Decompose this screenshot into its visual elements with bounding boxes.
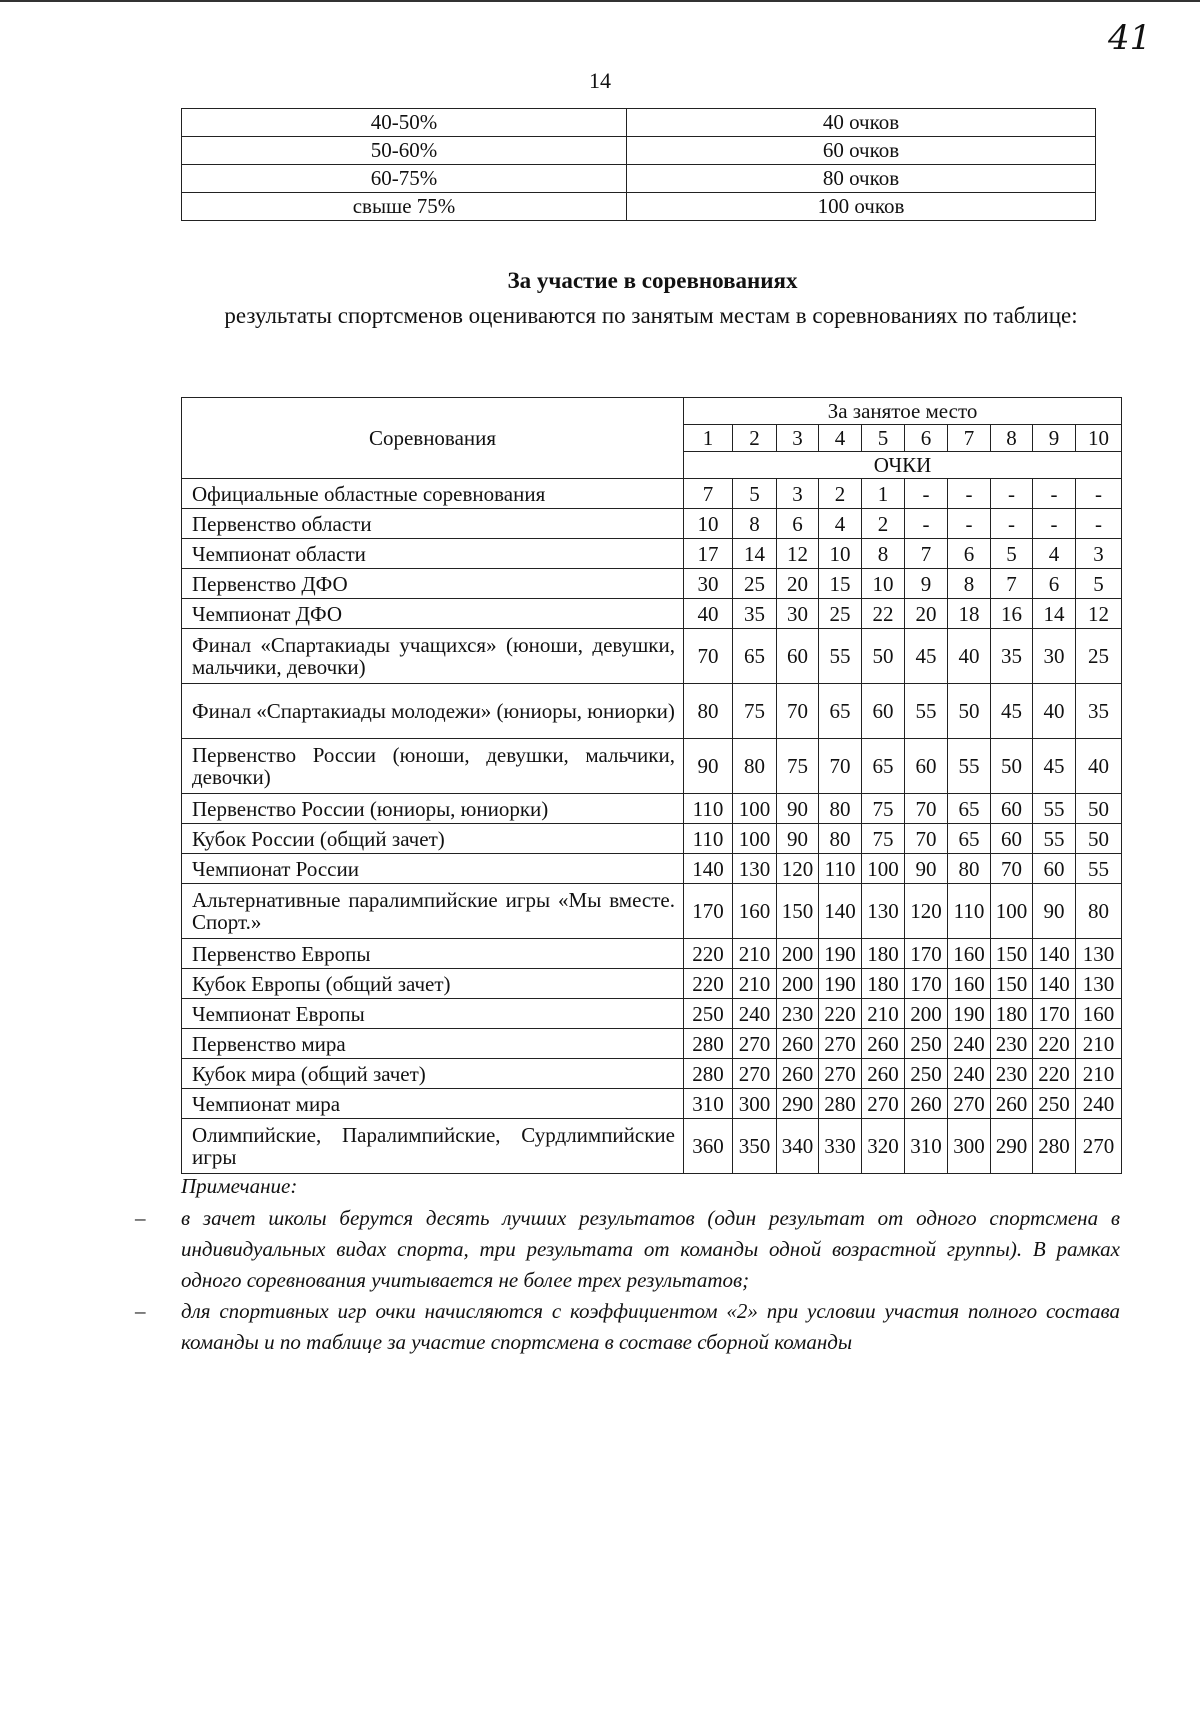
points-cell: 55 [819, 629, 862, 684]
table-row [182, 999, 1122, 1029]
points-cell: 230 [991, 1029, 1033, 1059]
points-cell: 35 [1076, 684, 1122, 739]
points-cell: 170 [684, 884, 733, 939]
points-cell: 80 [819, 824, 862, 854]
points-cell: 2 [819, 479, 862, 509]
points-cell: 40 [684, 599, 733, 629]
points-cell: 320 [862, 1119, 905, 1174]
points-cell: 90 [777, 794, 819, 824]
competition-name: Чемпионат мира [182, 1089, 684, 1119]
competition-name: Первенство России (юноши, девушки, мальчики, девочки) [182, 739, 684, 794]
points-cell: 70 [905, 794, 948, 824]
table-row [182, 1059, 1122, 1089]
table-row [182, 109, 1096, 137]
points-cell: 16 [991, 599, 1033, 629]
points-cell: - [948, 509, 991, 539]
points-cell: 14 [733, 539, 777, 569]
note-text: для спортивных игр очки начисляются с коэффициентом «2» при условии участия полного состава команды и по таблице за участие спортсмена в составе сборной команды [181, 1299, 1120, 1354]
place-number: 4 [819, 425, 862, 452]
points-value: 60 очков [627, 137, 1096, 165]
points-cell: 10 [862, 569, 905, 599]
table-row [182, 1089, 1122, 1119]
points-cell: 360 [684, 1119, 733, 1174]
points-cell: 180 [991, 999, 1033, 1029]
points-cell: 100 [862, 854, 905, 884]
points-cell: 140 [819, 884, 862, 939]
points-cell: - [1033, 509, 1076, 539]
points-cell: 12 [777, 539, 819, 569]
points-cell: 80 [948, 854, 991, 884]
points-cell: 40 [948, 629, 991, 684]
points-cell: 210 [733, 969, 777, 999]
points-cell: 80 [819, 794, 862, 824]
points-cell: 75 [862, 824, 905, 854]
points-cell: 6 [1033, 569, 1076, 599]
points-cell: 240 [948, 1059, 991, 1089]
table-header-row [182, 398, 1122, 425]
points-cell: 40 [1076, 739, 1122, 794]
points-cell: 80 [684, 684, 733, 739]
place-number: 1 [684, 425, 733, 452]
points-cell: 55 [948, 739, 991, 794]
table-row [182, 1119, 1122, 1174]
points-cell: 8 [862, 539, 905, 569]
section-intro: результаты спортсменов оцениваются по занятым местам в соревнованиях по таблице: [224, 303, 1078, 328]
table-row [182, 969, 1122, 999]
table-row [182, 165, 1096, 193]
table-row [182, 794, 1122, 824]
table-row [182, 569, 1122, 599]
points-cell: 260 [991, 1089, 1033, 1119]
points-cell: 50 [862, 629, 905, 684]
points-cell: 55 [1076, 854, 1122, 884]
points-cell: 250 [1033, 1089, 1076, 1119]
points-cell: 350 [733, 1119, 777, 1174]
competition-name: Олимпийские, Паралимпийские, Сурдлимпийские игры [182, 1119, 684, 1174]
competition-name: Первенство Европы [182, 939, 684, 969]
points-cell: 220 [1033, 1029, 1076, 1059]
points-cell: 130 [862, 884, 905, 939]
competition-name: Финал «Спартакиады учащихся» (юноши, девушки, мальчики, девочки) [182, 629, 684, 684]
points-cell: 45 [905, 629, 948, 684]
points-cell: 140 [1033, 939, 1076, 969]
page-number: 14 [589, 68, 611, 93]
points-cell: 10 [684, 509, 733, 539]
note-label: Примечание: [181, 1174, 298, 1198]
points-cell: 17 [684, 539, 733, 569]
note-text: в зачет школы берутся десять лучших результатов (один результат от одного спортсмена в индивидуальных видах спорта, три результата от команды одной возрастной группы). В рамках одного соревнования учитывается не более трех результатов; [181, 1206, 1120, 1292]
place-number: 8 [991, 425, 1033, 452]
points-cell: 180 [862, 969, 905, 999]
points-cell: - [1076, 509, 1122, 539]
points-cell: 110 [948, 884, 991, 939]
points-cell: 6 [777, 509, 819, 539]
points-cell: 240 [1076, 1089, 1122, 1119]
points-cell: 280 [684, 1029, 733, 1059]
dash-bullet: – [135, 1206, 146, 1230]
points-cell: 340 [777, 1119, 819, 1174]
points-cell: 70 [684, 629, 733, 684]
points-cell: 20 [905, 599, 948, 629]
points-cell: 200 [905, 999, 948, 1029]
points-cell: 55 [1033, 794, 1076, 824]
points-cell: 270 [1076, 1119, 1122, 1174]
points-cell: 280 [684, 1059, 733, 1089]
points-cell: 130 [1076, 969, 1122, 999]
points-cell: 65 [948, 794, 991, 824]
points-cell: 75 [862, 794, 905, 824]
points-cell: 160 [733, 884, 777, 939]
points-cell: 150 [991, 969, 1033, 999]
points-cell: 160 [948, 939, 991, 969]
table-row [182, 1029, 1122, 1059]
section-title: За участие в соревнованиях [507, 268, 798, 293]
points-cell: 140 [684, 854, 733, 884]
points-cell: 210 [862, 999, 905, 1029]
points-cell: 270 [862, 1089, 905, 1119]
points-cell: 3 [777, 479, 819, 509]
table-row [182, 539, 1122, 569]
points-cell: 210 [1076, 1059, 1122, 1089]
points-cell: 30 [684, 569, 733, 599]
place-number: 10 [1076, 425, 1122, 452]
points-cell: 22 [862, 599, 905, 629]
points-cell: 50 [991, 739, 1033, 794]
points-cell: 50 [1076, 794, 1122, 824]
points-cell: 80 [733, 739, 777, 794]
points-cell: 310 [684, 1089, 733, 1119]
handwritten-page-mark: 41 [1108, 18, 1152, 58]
points-cell: 7 [905, 539, 948, 569]
points-cell: 130 [1076, 939, 1122, 969]
points-cell: 110 [819, 854, 862, 884]
percentage-score-table [181, 108, 1096, 221]
competition-name: Чемпионат ДФО [182, 599, 684, 629]
points-cell: 10 [819, 539, 862, 569]
points-cell: 65 [948, 824, 991, 854]
points-cell: 50 [1076, 824, 1122, 854]
points-cell: 100 [733, 794, 777, 824]
points-cell: - [1033, 479, 1076, 509]
percentage-range: 50-60% [182, 137, 627, 165]
points-cell: 110 [684, 794, 733, 824]
points-cell: 75 [777, 739, 819, 794]
points-cell: 7 [684, 479, 733, 509]
points-cell: 330 [819, 1119, 862, 1174]
points-cell: 280 [819, 1089, 862, 1119]
points-cell: 180 [862, 939, 905, 969]
points-cell: 270 [733, 1029, 777, 1059]
points-cell: 170 [905, 969, 948, 999]
table-row [182, 509, 1122, 539]
points-cell: - [905, 509, 948, 539]
points-cell: 12 [1076, 599, 1122, 629]
points-cell: 220 [819, 999, 862, 1029]
competition-name: Чемпионат России [182, 854, 684, 884]
note-item [125, 1203, 1120, 1296]
points-cell: 5 [1076, 569, 1122, 599]
points-cell: 210 [733, 939, 777, 969]
points-cell: 40 [1033, 684, 1076, 739]
points-cell: 160 [1076, 999, 1122, 1029]
points-cell: 150 [777, 884, 819, 939]
points-cell: 15 [819, 569, 862, 599]
points-cell: 60 [862, 684, 905, 739]
competition-name: Финал «Спартакиады молодежи» (юниоры, юниорки) [182, 684, 684, 739]
points-cell: 4 [819, 509, 862, 539]
table-row [182, 884, 1122, 939]
table-row [182, 684, 1122, 739]
table-row [182, 854, 1122, 884]
points-value: 40 очков [627, 109, 1096, 137]
points-cell: 1 [862, 479, 905, 509]
points-cell: 190 [948, 999, 991, 1029]
points-cell: 300 [948, 1119, 991, 1174]
points-cell: 65 [862, 739, 905, 794]
points-cell: 280 [1033, 1119, 1076, 1174]
competition-name: Первенство области [182, 509, 684, 539]
competition-name: Первенство России (юниоры, юниорки) [182, 794, 684, 824]
points-cell: 70 [991, 854, 1033, 884]
points-cell: 90 [905, 854, 948, 884]
points-cell: 35 [991, 629, 1033, 684]
table-row [182, 599, 1122, 629]
points-cell: 90 [684, 739, 733, 794]
points-cell: 270 [819, 1029, 862, 1059]
points-cell: 75 [733, 684, 777, 739]
points-cell: 240 [948, 1029, 991, 1059]
place-number: 7 [948, 425, 991, 452]
points-cell: 170 [905, 939, 948, 969]
points-cell: 150 [991, 939, 1033, 969]
points-cell: 240 [733, 999, 777, 1029]
points-cell: 290 [991, 1119, 1033, 1174]
points-cell: 30 [777, 599, 819, 629]
points-cell: 55 [905, 684, 948, 739]
points-cell: 270 [948, 1089, 991, 1119]
points-cell: 260 [862, 1059, 905, 1089]
points-cell: 90 [777, 824, 819, 854]
points-cell: 18 [948, 599, 991, 629]
competition-name: Первенство ДФО [182, 569, 684, 599]
place-number: 3 [777, 425, 819, 452]
points-value: 100 очков [627, 193, 1096, 221]
points-cell: 220 [684, 969, 733, 999]
points-cell: - [948, 479, 991, 509]
points-cell: 4 [1033, 539, 1076, 569]
note-item [125, 1296, 1120, 1358]
points-cell: 270 [733, 1059, 777, 1089]
points-cell: 25 [819, 599, 862, 629]
points-cell: 100 [733, 824, 777, 854]
percentage-range: 40-50% [182, 109, 627, 137]
points-cell: 9 [905, 569, 948, 599]
points-cell: 310 [905, 1119, 948, 1174]
points-cell: 8 [733, 509, 777, 539]
points-cell: 250 [684, 999, 733, 1029]
competition-name: Кубок Европы (общий зачет) [182, 969, 684, 999]
points-cell: 90 [1033, 884, 1076, 939]
points-cell: 130 [733, 854, 777, 884]
points-cell: 55 [1033, 824, 1076, 854]
percentage-range: 60-75% [182, 165, 627, 193]
competition-name: Чемпионат Европы [182, 999, 684, 1029]
points-cell: 60 [991, 794, 1033, 824]
points-cell: 3 [1076, 539, 1122, 569]
table-row [182, 479, 1122, 509]
points-cell: 5 [733, 479, 777, 509]
points-cell: 290 [777, 1089, 819, 1119]
competition-name: Кубок России (общий зачет) [182, 824, 684, 854]
points-cell: 70 [905, 824, 948, 854]
points-cell: 5 [991, 539, 1033, 569]
points-cell: 270 [819, 1059, 862, 1089]
points-cell: 200 [777, 969, 819, 999]
points-cell: 80 [1076, 884, 1122, 939]
points-cell: 260 [777, 1059, 819, 1089]
points-cell: 200 [777, 939, 819, 969]
points-cell: 110 [684, 824, 733, 854]
points-cell: 260 [777, 1029, 819, 1059]
points-cell: 260 [862, 1029, 905, 1059]
points-cell: 250 [905, 1059, 948, 1089]
header-place: За занятое место [684, 398, 1122, 425]
table-row [182, 739, 1122, 794]
place-number: 9 [1033, 425, 1076, 452]
table-row [182, 137, 1096, 165]
dash-bullet: – [135, 1299, 146, 1323]
points-cell: 45 [1033, 739, 1076, 794]
points-cell: 20 [777, 569, 819, 599]
points-cell: 160 [948, 969, 991, 999]
points-cell: 190 [819, 939, 862, 969]
points-cell: 45 [991, 684, 1033, 739]
points-cell: 220 [684, 939, 733, 969]
competition-points-table [181, 397, 1122, 1174]
competition-name: Альтернативные паралимпийские игры «Мы вместе. Спорт.» [182, 884, 684, 939]
competition-name: Кубок мира (общий зачет) [182, 1059, 684, 1089]
points-cell: 8 [948, 569, 991, 599]
place-number: 5 [862, 425, 905, 452]
points-cell: 170 [1033, 999, 1076, 1029]
points-cell: 220 [1033, 1059, 1076, 1089]
points-cell: - [991, 479, 1033, 509]
points-cell: 65 [819, 684, 862, 739]
points-cell: 100 [991, 884, 1033, 939]
points-cell: - [991, 509, 1033, 539]
competition-name: Официальные областные соревнования [182, 479, 684, 509]
points-cell: 60 [1033, 854, 1076, 884]
points-cell: 35 [733, 599, 777, 629]
header-competitions: Соревнования [182, 398, 684, 479]
notes-list [125, 1203, 1120, 1358]
table-row [182, 629, 1122, 684]
place-number: 2 [733, 425, 777, 452]
points-cell: 70 [819, 739, 862, 794]
points-cell: 30 [1033, 629, 1076, 684]
competition-name: Чемпионат области [182, 539, 684, 569]
points-cell: 60 [777, 629, 819, 684]
points-cell: 25 [1076, 629, 1122, 684]
points-cell: 14 [1033, 599, 1076, 629]
points-cell: 190 [819, 969, 862, 999]
table-row [182, 193, 1096, 221]
percentage-range: свыше 75% [182, 193, 627, 221]
points-cell: 7 [991, 569, 1033, 599]
points-cell: 230 [777, 999, 819, 1029]
points-value: 80 очков [627, 165, 1096, 193]
points-cell: 300 [733, 1089, 777, 1119]
place-number: 6 [905, 425, 948, 452]
table-row [182, 939, 1122, 969]
points-cell: 210 [1076, 1029, 1122, 1059]
points-cell: 60 [905, 739, 948, 794]
points-cell: 260 [905, 1089, 948, 1119]
points-cell: - [905, 479, 948, 509]
points-cell: 250 [905, 1029, 948, 1059]
points-cell: 230 [991, 1059, 1033, 1089]
points-cell: - [1076, 479, 1122, 509]
table-row [182, 824, 1122, 854]
points-cell: 120 [777, 854, 819, 884]
points-cell: 70 [777, 684, 819, 739]
competition-name: Первенство мира [182, 1029, 684, 1059]
points-cell: 25 [733, 569, 777, 599]
scan-top-edge [0, 0, 1200, 2]
points-label: ОЧКИ [684, 452, 1122, 479]
points-cell: 6 [948, 539, 991, 569]
points-cell: 60 [991, 824, 1033, 854]
points-cell: 2 [862, 509, 905, 539]
points-cell: 120 [905, 884, 948, 939]
points-cell: 140 [1033, 969, 1076, 999]
points-cell: 65 [733, 629, 777, 684]
points-cell: 50 [948, 684, 991, 739]
